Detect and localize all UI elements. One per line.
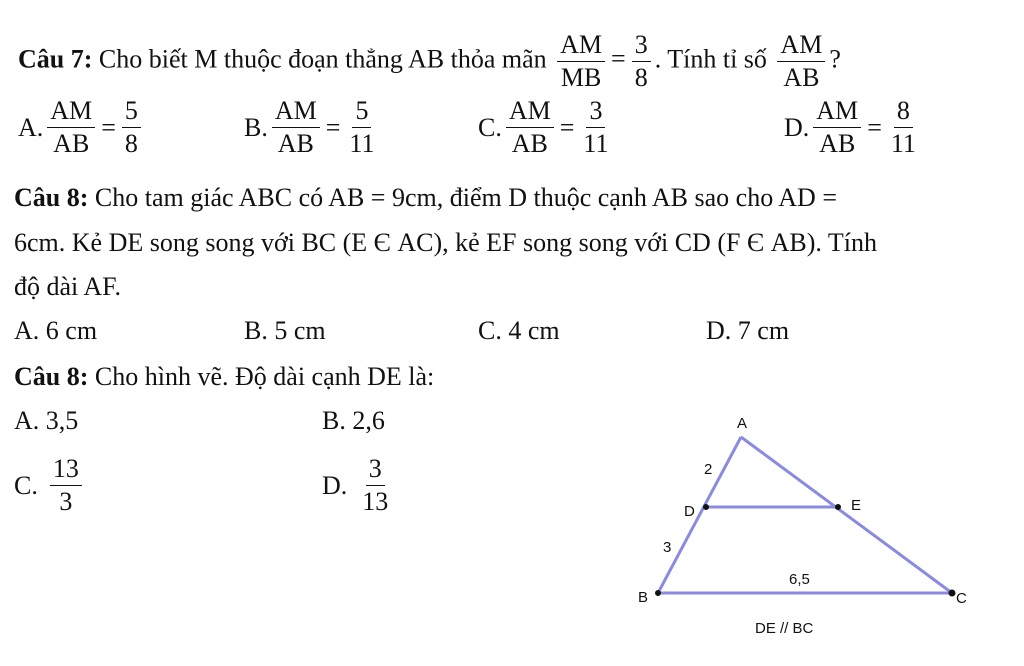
- q8a-line-1: Câu 8: Cho tam giác ABC có AB = 9cm, điểm D thuộc cạnh AB sao cho AD =: [14, 183, 837, 212]
- q7-option-d[interactable]: D. $\frac{AM}{AB}$ = $\frac{8}{11}$: [784, 96, 916, 158]
- q8b-option-b[interactable]: B. 2,6: [322, 406, 385, 435]
- q7-ask-fraction: $\frac{AM}{AB}$: [777, 32, 825, 91]
- q8a-option-d[interactable]: D. 7 cm: [706, 316, 790, 345]
- point-e: [835, 504, 841, 510]
- q8a-option-a[interactable]: A. 6 cm: [14, 316, 98, 345]
- label-ad-length: 2: [704, 461, 713, 478]
- segment-ab: [658, 437, 741, 593]
- q7-label: Câu 7:: [18, 44, 93, 74]
- q8b-stem: Câu 8: Cho hình vẽ. Độ dài cạnh DE là:: [14, 362, 435, 391]
- label-bc-length: 6,5: [789, 571, 810, 588]
- q8a-option-b[interactable]: B. 5 cm: [244, 316, 326, 345]
- q8a-option-c[interactable]: C. 4 cm: [478, 316, 560, 345]
- label-a: A: [737, 415, 748, 432]
- label-b: B: [638, 589, 649, 606]
- q7-text-b: . Tính tỉ số: [654, 44, 767, 74]
- point-b: [655, 590, 661, 596]
- point-d: [703, 504, 709, 510]
- q8a-line-2: 6cm. Kẻ DE song song với BC (E Є AC), kẻ EF song song với CD (F Є AB). Tính: [14, 228, 878, 257]
- q8b-option-a[interactable]: A. 3,5: [14, 406, 79, 435]
- label-d: D: [684, 503, 695, 520]
- q7-option-c[interactable]: C. $\frac{AM}{AB}$ = $\frac{3}{11}$: [478, 96, 609, 158]
- label-e: E: [851, 497, 862, 514]
- figure-caption: DE // BC: [755, 620, 814, 637]
- triangle-lines: [658, 437, 952, 593]
- q7-option-a[interactable]: A. $\frac{AM}{AB}$ = $\frac{5}{8}$: [18, 98, 145, 157]
- segment-ac: [741, 437, 952, 593]
- q7-option-b[interactable]: B. $\frac{AM}{AB}$ = $\frac{5}{11}$: [244, 96, 375, 158]
- q7-given-fraction: $\frac{AM}{MB}$: [557, 32, 605, 91]
- q8a-line-3: độ dài AF.: [14, 272, 121, 301]
- q8a-label: Câu 8:: [14, 183, 89, 212]
- label-c: C: [956, 590, 967, 607]
- label-db-length: 3: [663, 539, 672, 556]
- q7-stem: Câu 7: Cho biết M thuộc đoạn thẳng AB thỏa mãn $\frac{AM}{MB}$ = $\frac{3}{8}$ . Tính tỉ số $\frac{AM}{AB}$ ?: [18, 30, 841, 92]
- point-c: [949, 590, 956, 597]
- q7-text-a: Cho biết M thuộc đoạn thẳng AB thỏa mãn: [92, 44, 547, 74]
- q8b-option-c[interactable]: C. $\frac{13}{3}$: [14, 456, 86, 515]
- q7-ask-tail: ?: [829, 44, 841, 74]
- q8b-option-d[interactable]: D. $\frac{3}{13}$: [322, 454, 389, 516]
- q8b-label: Câu 8:: [14, 362, 89, 391]
- q7-given-value: $\frac{3}{8}$: [632, 32, 651, 91]
